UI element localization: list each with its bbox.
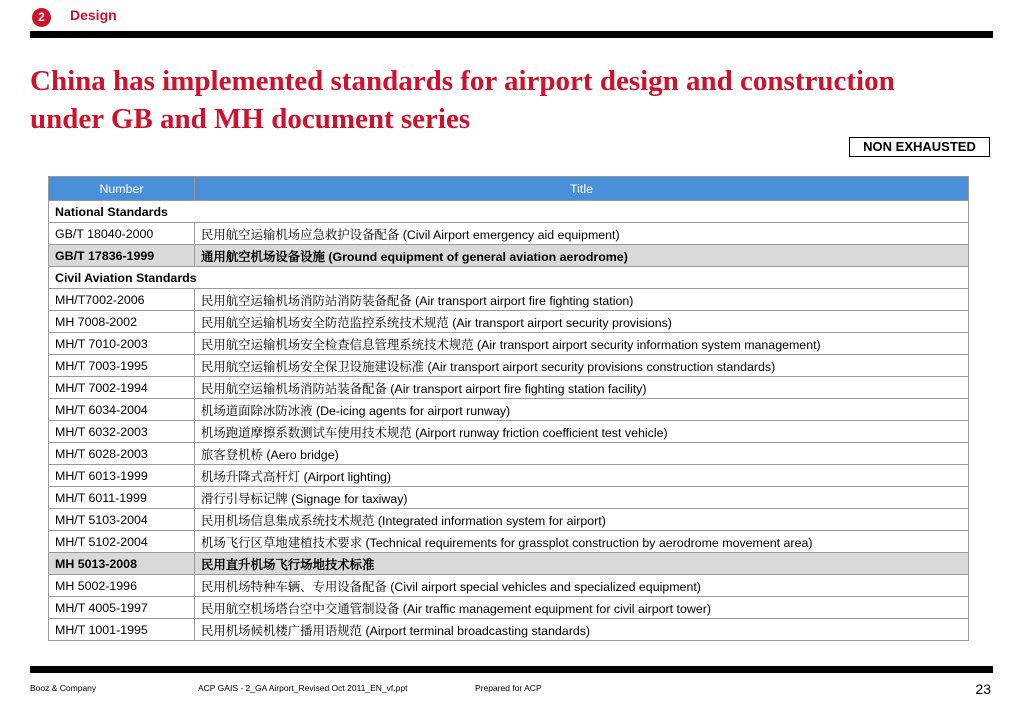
column-header-number: Number <box>49 177 195 201</box>
standard-number-cell: MH 5002-1996 <box>49 575 195 597</box>
table-row <box>49 333 969 355</box>
table-row <box>49 509 969 531</box>
table-row <box>49 399 969 421</box>
section-number-badge: 2 <box>32 8 51 27</box>
standard-number-cell: MH/T7002-2006 <box>49 289 195 311</box>
table-header-row <box>49 177 969 201</box>
standard-title-cell: 滑行引导标记牌 (Signage for taxiway) <box>195 487 969 509</box>
table-body <box>49 201 969 641</box>
table-row <box>49 421 969 443</box>
standard-title-cell: 民用机场候机楼广播用语规范 (Airport terminal broadcasting standards) <box>195 619 969 641</box>
standard-title-cell: 民用航空运输机场安全防范监控系统技术规范 (Air transport airport security provisions) <box>195 311 969 333</box>
standard-title-cell: 民用机场特种车辆、专用设备配备 (Civil airport special vehicles and specialized equipment) <box>195 575 969 597</box>
table-row <box>49 575 969 597</box>
page-number: 23 <box>975 681 991 697</box>
group-label: National Standards <box>49 201 969 223</box>
standard-title-cell: 民用直升机场飞行场地技术标准 <box>195 553 969 575</box>
top-divider <box>30 31 993 38</box>
standard-number-cell: MH 7008-2002 <box>49 311 195 333</box>
standard-title-cell: 机场道面除冰防冰液 (De-icing agents for airport runway) <box>195 399 969 421</box>
table-group-row <box>49 201 969 223</box>
table-row <box>49 245 969 267</box>
standard-number-cell: MH/T 4005-1997 <box>49 597 195 619</box>
standard-title-cell: 民用航空运输机场消防站装备配备 (Air transport airport fire fighting station facility) <box>195 377 969 399</box>
standard-number-cell: MH/T 6011-1999 <box>49 487 195 509</box>
table-row <box>49 311 969 333</box>
standard-number-cell: MH/T 7003-1995 <box>49 355 195 377</box>
standard-title-cell: 民用航空运输机场消防站消防装备配备 (Air transport airport fire fighting station) <box>195 289 969 311</box>
footer-company: Booz & Company <box>30 683 97 693</box>
bottom-divider <box>30 666 993 673</box>
standard-number-cell: MH/T 6013-1999 <box>49 465 195 487</box>
standard-number-cell: MH 5013-2008 <box>49 553 195 575</box>
table-row <box>49 443 969 465</box>
non-exhausted-tag: NON EXHAUSTED <box>849 137 990 157</box>
standard-title-cell: 通用航空机场设备设施 (Ground equipment of general aviation aerodrome) <box>195 245 969 267</box>
table-row <box>49 223 969 245</box>
standard-number-cell: MH/T 7002-1994 <box>49 377 195 399</box>
table-row <box>49 619 969 641</box>
standard-title-cell: 民用机场信息集成系统技术规范 (Integrated information system for airport) <box>195 509 969 531</box>
standard-number-cell: MH/T 1001-1995 <box>49 619 195 641</box>
table-row <box>49 553 969 575</box>
standard-title-cell: 民用航空运输机场应急救护设备配备 (Civil Airport emergency aid equipment) <box>195 223 969 245</box>
table-row <box>49 531 969 553</box>
table-row <box>49 487 969 509</box>
standard-title-cell: 旅客登机桥 (Aero bridge) <box>195 443 969 465</box>
standard-title-cell: 民用航空运输机场安全保卫设施建设标准 (Air transport airport security provisions construction standards) <box>195 355 969 377</box>
standard-number-cell: MH/T 5102-2004 <box>49 531 195 553</box>
column-header-title: Title <box>195 177 969 201</box>
standard-number-cell: MH/T 5103-2004 <box>49 509 195 531</box>
standard-number-cell: MH/T 7010-2003 <box>49 333 195 355</box>
footer-file-name: ACP GAIS - 2_GA Airport_Revised Oct 2011_EN_vf.ppt <box>198 683 408 693</box>
standard-number-cell: GB/T 18040-2000 <box>49 223 195 245</box>
standard-title-cell: 机场飞行区草地建植技术要求 (Technical requirements for grassplot construction by aerodrome movement area) <box>195 531 969 553</box>
table-group-row <box>49 267 969 289</box>
standards-table <box>48 176 969 641</box>
standard-number-cell: MH/T 6032-2003 <box>49 421 195 443</box>
section-label: Design <box>70 7 117 23</box>
standard-title-cell: 民用航空机场塔台空中交通管制设备 (Air traffic management equipment for civil airport tower) <box>195 597 969 619</box>
table-row <box>49 597 969 619</box>
standard-title-cell: 机场跑道摩擦系数测试车使用技术规范 (Airport runway friction coefficient test vehicle) <box>195 421 969 443</box>
table-row <box>49 377 969 399</box>
group-label: Civil Aviation Standards <box>49 267 969 289</box>
standard-number-cell: MH/T 6034-2004 <box>49 399 195 421</box>
page-title: China has implemented standards for airport design and construction under GB and MH document series <box>30 65 895 135</box>
standard-number-cell: GB/T 17836-1999 <box>49 245 195 267</box>
standard-title-cell: 民用航空运输机场安全检查信息管理系统技术规范 (Air transport airport security information system management) <box>195 333 969 355</box>
table-row <box>49 289 969 311</box>
footer-prepared-for: Prepared for ACP <box>475 683 542 693</box>
table-row <box>49 355 969 377</box>
standard-title-cell: 机场升降式高杆灯 (Airport lighting) <box>195 465 969 487</box>
standard-number-cell: MH/T 6028-2003 <box>49 443 195 465</box>
table-row <box>49 465 969 487</box>
